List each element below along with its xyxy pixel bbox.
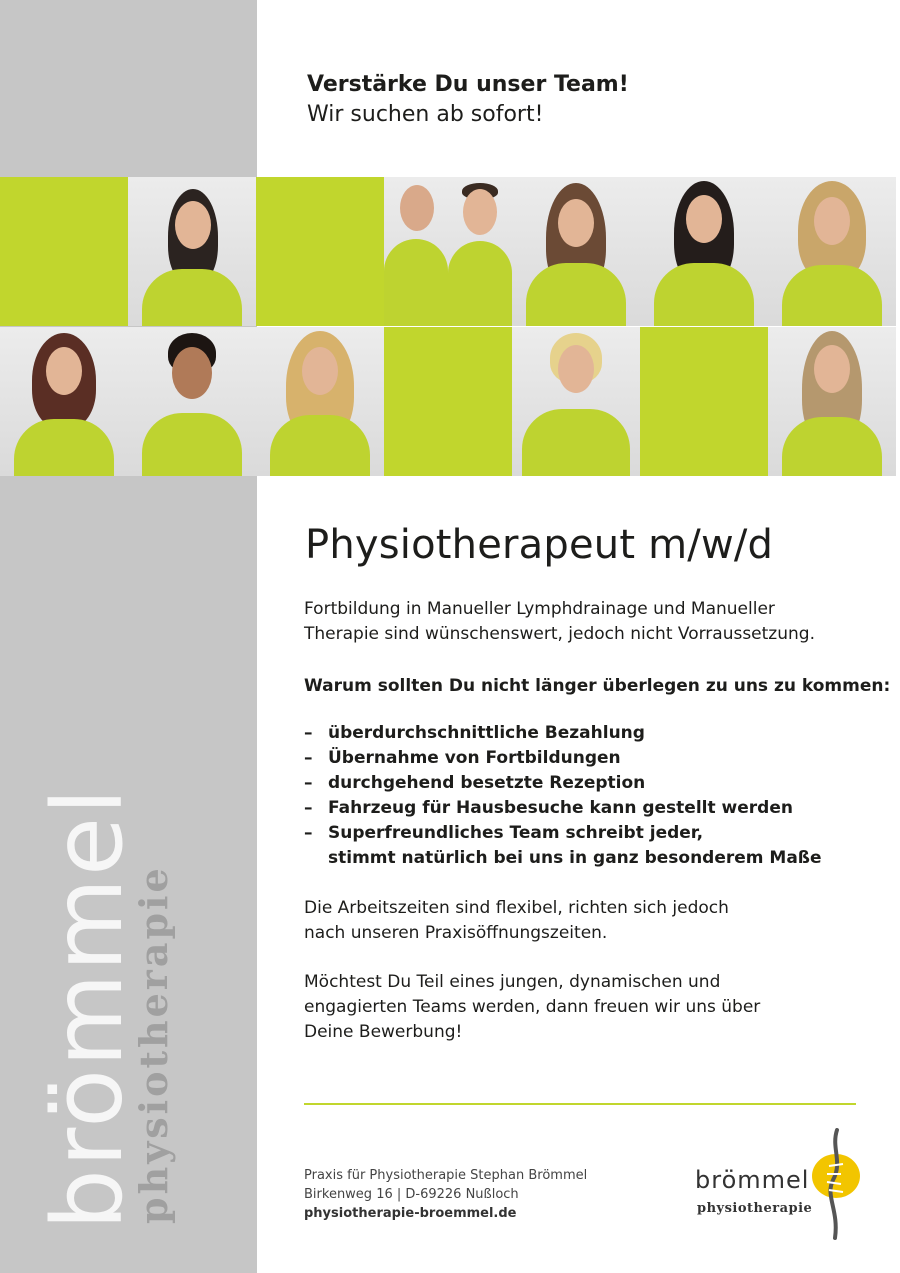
why-heading: Warum sollten Du nicht länger überlegen zu uns zu kommen: xyxy=(304,676,891,696)
dash: – xyxy=(304,723,313,743)
dash: – xyxy=(304,773,313,793)
team-photo xyxy=(256,327,384,476)
team-photo xyxy=(512,327,640,476)
headline: Verstärke Du unser Team! xyxy=(307,72,629,97)
team-photo xyxy=(640,177,768,326)
benefit-text: überdurchschnittliche Bezahlung xyxy=(328,723,645,743)
list-item xyxy=(304,721,822,746)
benefit-text: Fahrzeug für Hausbesuche kann gestellt werden xyxy=(328,798,793,818)
website-link[interactable]: physiotherapie-broemmel.de xyxy=(304,1206,517,1221)
footer xyxy=(304,1166,587,1223)
dash: – xyxy=(304,748,313,768)
closing-line: engagierten Teams werden, dann freuen wir uns über xyxy=(304,997,761,1017)
brand-logo xyxy=(695,1128,870,1240)
team-photo xyxy=(128,177,256,326)
team-photo xyxy=(512,177,640,326)
vertical-logo-name: brömmel xyxy=(32,786,144,1230)
green-tile xyxy=(384,327,512,476)
vertical-brand-logo xyxy=(32,786,200,1230)
qualification-text xyxy=(304,597,815,647)
vertical-logo-tagline: physiotherapie xyxy=(131,865,176,1224)
header xyxy=(307,70,629,130)
team-photo xyxy=(768,177,896,326)
list-item-continuation xyxy=(304,846,822,871)
dash: – xyxy=(304,823,313,843)
list-item xyxy=(304,771,822,796)
hours-line: Die Arbeitszeiten sind flexibel, richten sich jedoch xyxy=(304,898,729,918)
spine-icon xyxy=(803,1128,863,1240)
dash: – xyxy=(304,798,313,818)
benefits-list xyxy=(304,721,822,871)
list-item xyxy=(304,821,822,846)
closing-line: Möchtest Du Teil eines jungen, dynamischen und xyxy=(304,972,721,992)
green-tile xyxy=(640,327,768,476)
team-photo-grid xyxy=(0,177,900,476)
practice-address: Birkenweg 16 | D-69226 Nußloch xyxy=(304,1187,519,1202)
team-photo xyxy=(384,177,512,326)
job-title: Physiotherapeut m/w/d xyxy=(305,522,774,568)
list-item xyxy=(304,796,822,821)
hours-line: nach unseren Praxisöffnungszeiten. xyxy=(304,923,608,943)
green-tile xyxy=(0,177,128,326)
list-item xyxy=(304,746,822,771)
qualification-line: Therapie sind wünschenswert, jedoch nicht Vorraussetzung. xyxy=(304,624,815,644)
team-photo xyxy=(128,327,256,476)
benefit-text: Superfreundliches Team schreibt jeder, xyxy=(328,823,704,843)
divider xyxy=(304,1103,856,1105)
logo-name: brömmel xyxy=(695,1166,810,1194)
closing-line: Deine Bewerbung! xyxy=(304,1022,463,1042)
subline: Wir suchen ab sofort! xyxy=(307,102,544,127)
qualification-line: Fortbildung in Manueller Lymphdrainage und Manueller xyxy=(304,599,775,619)
logo-tagline: physiotherapie xyxy=(697,1201,813,1216)
green-tile xyxy=(256,177,384,326)
closing-text xyxy=(304,970,760,1045)
practice-name: Praxis für Physiotherapie Stephan Brömmel xyxy=(304,1168,588,1183)
team-photo xyxy=(768,327,896,476)
benefit-text: durchgehend besetzte Rezeption xyxy=(328,773,646,793)
working-hours-text xyxy=(304,896,729,946)
benefit-text: stimmt natürlich bei uns in ganz besonderem Maße xyxy=(328,848,822,868)
team-photo xyxy=(0,327,128,476)
benefit-text: Übernahme von Fortbildungen xyxy=(328,748,621,768)
